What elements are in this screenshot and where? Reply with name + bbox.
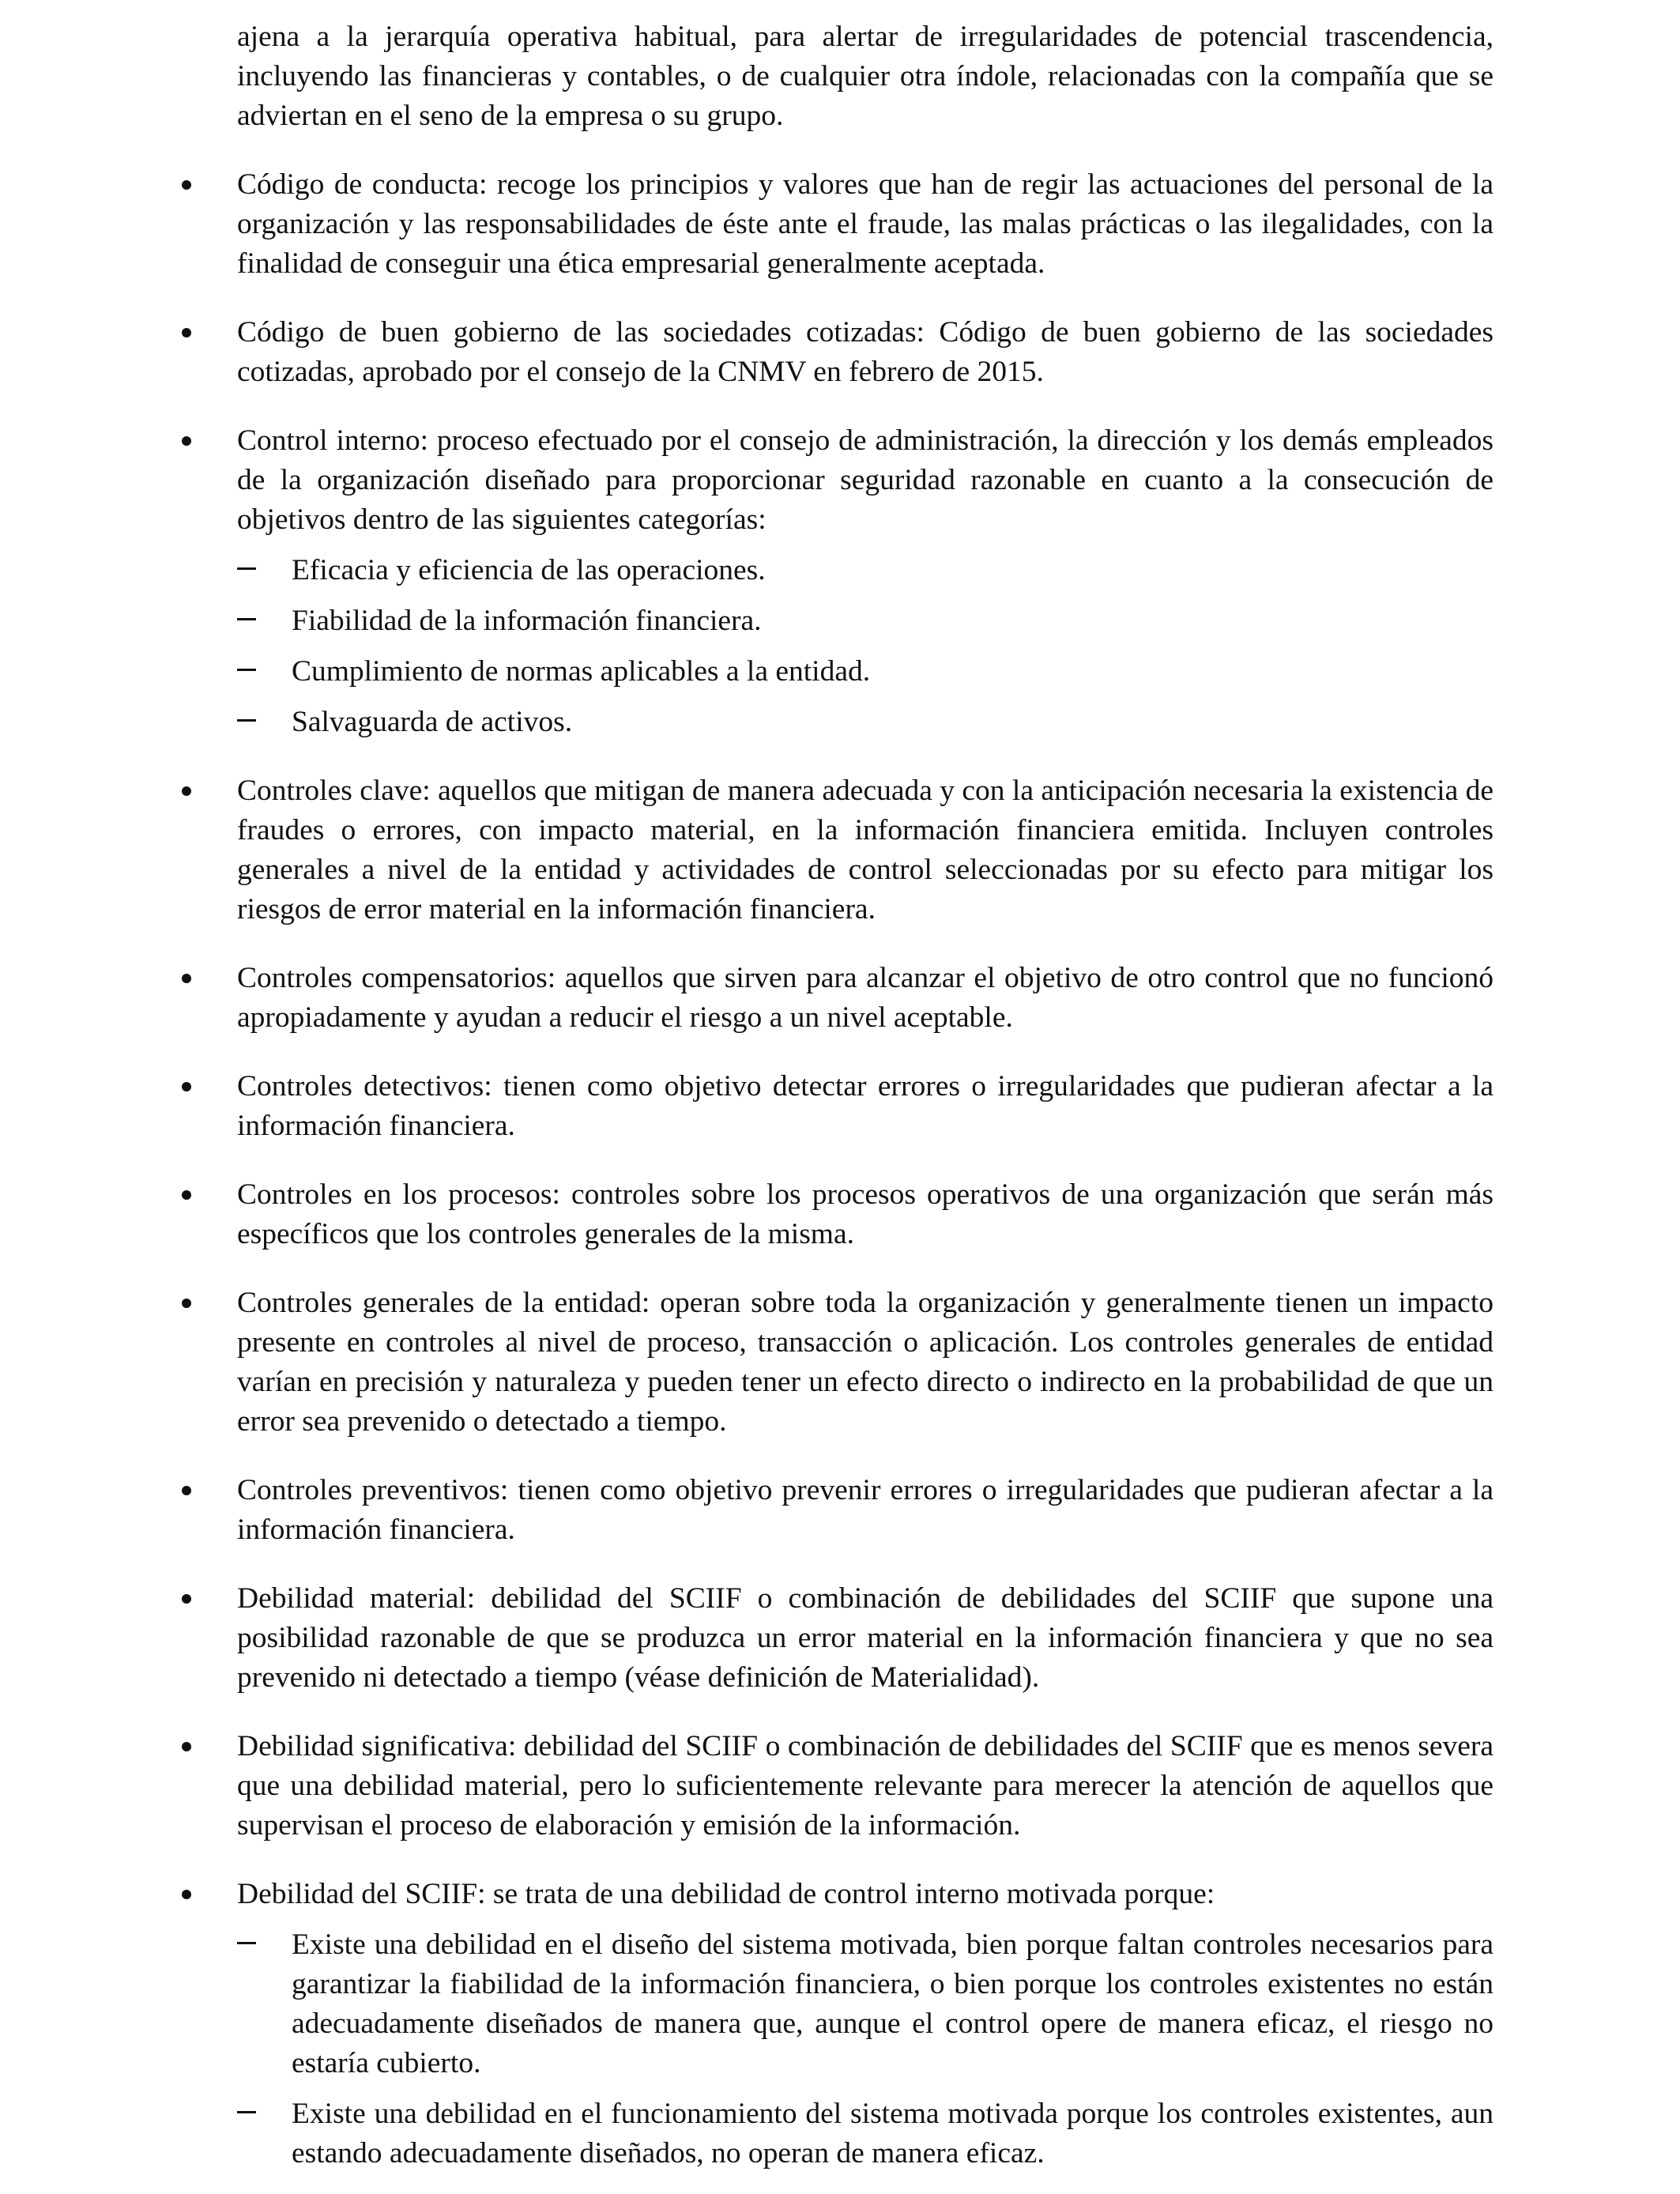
definition-item	[237, 1175, 1494, 1254]
document-page	[237, 17, 1494, 2173]
bullet-icon	[182, 1067, 201, 1106]
bullet-icon	[182, 313, 201, 352]
bullet-icon	[182, 959, 201, 998]
bullet-icon	[182, 1579, 201, 1619]
definition-text: Debilidad material: debilidad del SCIIF o combinación de debilidades del SCIIF que supone una posibilidad razonable de que se produzca un error material en la información financiera y que no sea prevenido ni detectado a tiempo (véase definición de Materialidad).	[237, 1582, 1494, 1694]
bullet-icon	[182, 1284, 201, 1323]
definition-item	[237, 1471, 1494, 1550]
sub-list-text: Fiabilidad de la información financiera.	[292, 605, 762, 637]
bullet-icon	[182, 1471, 201, 1510]
definition-item	[237, 771, 1494, 929]
definition-text: Debilidad significativa: debilidad del SCIIF o combinación de debilidades del SCIIF que es menos severa que una debilidad material, pero lo suficientemente relevante para merecer la atención de aquellos que supervisan el proceso de elaboración y emisión de la información.	[237, 1730, 1494, 1842]
dash-icon	[237, 652, 258, 692]
definition-item	[237, 1579, 1494, 1698]
definition-item	[237, 1067, 1494, 1146]
dash-icon	[237, 601, 258, 641]
definition-text: Controles clave: aquellos que mitigan de manera adecuada y con la anticipación necesaria la existencia de fraudes o errores, con impacto material, en la información financiera emitida. Incluyen controles generales a nivel de la entidad y actividades de control seleccionadas por su efecto para mitigar los riesgos de error material en la información financiera.	[237, 775, 1494, 925]
definition-item	[237, 421, 1494, 742]
sub-list-text: Eficacia y eficiencia de las operaciones.	[292, 554, 766, 586]
definition-item	[237, 1727, 1494, 1845]
definition-text: Controles preventivos: tienen como objetivo prevenir errores o irregularidades que pudieran afectar a la información financiera.	[237, 1474, 1494, 1546]
intro-continuation-paragraph: ajena a la jerarquía operativa habitual, para alertar de irregularidades de potencial trascendencia, incluyendo las financieras y contables, o de cualquier otra índole, relacionadas con la compañía que se adviertan en el seno de la empresa o su grupo.	[237, 21, 1494, 132]
definition-item	[237, 1284, 1494, 1442]
sub-list-text: Cumplimiento de normas aplicables a la entidad.	[292, 655, 871, 688]
bullet-icon	[182, 165, 201, 205]
sub-list-item	[292, 551, 1494, 590]
dash-icon	[237, 551, 258, 590]
sub-list-item	[292, 703, 1494, 742]
definition-text: Código de buen gobierno de las sociedades cotizadas: Código de buen gobierno de las sociedades cotizadas, aprobado por el consejo de la CNMV en febrero de 2015.	[237, 316, 1494, 388]
sub-list-item	[292, 601, 1494, 641]
definition-text: Controles detectivos: tienen como objetivo detectar errores o irregularidades que pudieran afectar a la información financiera.	[237, 1070, 1494, 1142]
definition-item	[237, 165, 1494, 284]
sub-list-item	[292, 652, 1494, 692]
definition-text: Controles compensatorios: aquellos que sirven para alcanzar el objetivo de otro control que no funcionó apropiadamente y ayudan a reducir el riesgo a un nivel aceptable.	[237, 962, 1494, 1034]
sub-list-item	[292, 1925, 1494, 2083]
definition-text: Debilidad del SCIIF: se trata de una debilidad de control interno motivada porque:	[237, 1878, 1215, 1910]
definition-text: Código de conducta: recoge los principios y valores que han de regir las actuaciones del personal de la organización y las responsabilidades de éste ante el fraude, las malas prácticas o las ilegalidades, con la finalidad de conseguir una ética empresarial generalmente aceptada.	[237, 168, 1494, 280]
sub-list-text: Existe una debilidad en el funcionamiento del sistema motivada porque los controles existentes, aun estando adecuadamente diseñados, no operan de manera eficaz.	[292, 2098, 1494, 2169]
dash-icon	[237, 703, 258, 742]
bullet-icon	[182, 1727, 201, 1766]
definition-text: Controles en los procesos: controles sobre los procesos operativos de una organización que serán más específicos que los controles generales de la misma.	[237, 1178, 1494, 1250]
sub-list	[237, 551, 1494, 742]
bullet-icon	[182, 1875, 201, 1914]
sub-list-text: Existe una debilidad en el diseño del sistema motivada, bien porque faltan controles necesarios para garantizar la fiabilidad de la información financiera, o bien porque los controles existentes no están adecuadamente diseñados de manera que, aunque el control opere de manera eficaz, el riesgo no estaría cubierto.	[292, 1928, 1494, 2079]
bullet-icon	[182, 1175, 201, 1215]
definition-text: Controles generales de la entidad: operan sobre toda la organización y generalmente tienen un impacto presente en controles al nivel de proceso, transacción o aplicación. Los controles generales de entidad varían en precisión y naturaleza y pueden tener un efecto directo o indirecto en la probabilidad de que un error sea prevenido o detectado a tiempo.	[237, 1287, 1494, 1438]
sub-list-item	[292, 2094, 1494, 2173]
definition-item	[237, 1875, 1494, 2173]
bullet-icon	[182, 771, 201, 811]
sub-list	[237, 1925, 1494, 2173]
bullet-icon	[182, 421, 201, 461]
dash-icon	[237, 1925, 258, 1965]
definition-item	[237, 959, 1494, 1038]
sub-list-text: Salvaguarda de activos.	[292, 706, 573, 738]
dash-icon	[237, 2094, 258, 2134]
definition-item	[237, 313, 1494, 392]
definition-text: Control interno: proceso efectuado por el consejo de administración, la dirección y los demás empleados de la organización diseñado para proporcionar seguridad razonable en cuanto a la consecución de objetivos dentro de las siguientes categorías:	[237, 424, 1494, 536]
